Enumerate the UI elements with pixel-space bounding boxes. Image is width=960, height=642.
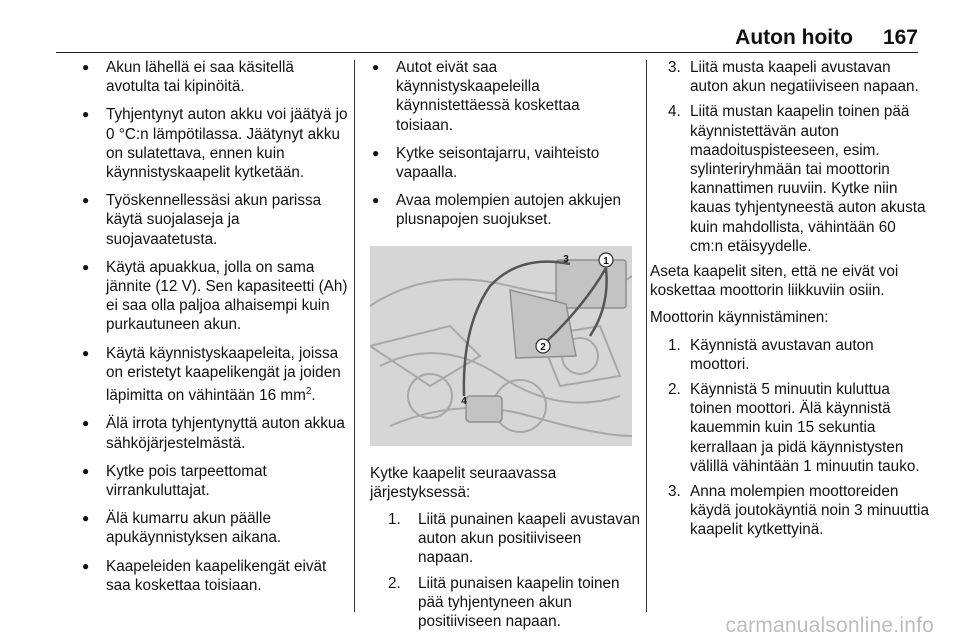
list-item: ● Älä irrota tyhjentynyttä auton akkua sähköjärjestelmästä. (80, 414, 348, 452)
superscript: 2 (305, 386, 312, 398)
list-item: 3. Anna molempien moottoreiden käydä joutokäyntiä noin 3 minuuttia kaapelit kytkettyinä. (668, 483, 929, 539)
list-item: 1. Liitä punainen kaapeli avustavan auton akun positiiviseen napaan. (388, 511, 640, 567)
page-header (735, 26, 918, 50)
list-item: ● Kytke pois tarpeettomat virrankuluttajat. (80, 462, 348, 500)
callout-2: 2 (540, 341, 546, 353)
list-item: ● Käytä käynnistyskaapeleita, joissa on eristetyt kaapelikengät ja joiden läpimitta on vähintään 16 $mm^2$. (80, 344, 348, 406)
list-item: ● Älä kumarru akun päälle apukäynnistyksen aikana. (80, 509, 348, 547)
callout-4: 4 (461, 395, 467, 407)
connect-steps (370, 510, 640, 631)
cable-note: Aseta kaapelit siten, että ne eivät voi koskettaa moottorin liikkuviin osiin. (650, 263, 899, 300)
callout-3: 3 (563, 253, 569, 265)
list-item: 3. Liitä musta kaapeli avustavan auton akun negatiiviseen napaan. (668, 59, 919, 96)
column-divider-2 (646, 60, 647, 612)
header-divider (56, 52, 918, 53)
engine-bay-drawing (370, 246, 632, 446)
callout-1: 1 (603, 255, 609, 267)
list-item: ● Avaa molempien autojen akkujen plusnapojen suojukset. (370, 191, 640, 229)
start-steps (650, 336, 930, 540)
list-item: 4. Liitä mustan kaapelin toinen pää käynnistettävän auton maadoituspisteeseen, esim. sylinteriryhmään tai moottorin kannattimen ruuviin. Kytke niin kauas tyhjentyneestä auton akusta kuin mahdollista, vähintään 60 cm:n etäisyydelle. (668, 103, 926, 255)
section-title: Auton hoito (735, 26, 853, 49)
list-item: ● Akun lähellä ei saa käsitellä avotulta tai kipinöitä. (80, 58, 348, 96)
list-item: ● Työskennellessäsi akun parissa käytä suojalaseja ja suojavaatetusta. (80, 191, 348, 249)
preparation-list (370, 58, 640, 230)
precaution-list (80, 58, 348, 595)
figure-caption: Kytke kaapelit seuraavassa järjestyksessä: (370, 464, 557, 501)
watermark: carmanualsonline.info (725, 614, 934, 637)
connect-steps-continued (650, 58, 930, 256)
column-2 (370, 58, 640, 637)
list-item: ● Kytke seisontajarru, vaihteisto vapaalla. (370, 144, 640, 182)
list-item: 2. Käynnistä 5 minuutin kuluttua toinen moottori. Älä käynnistä kauemmin kuin 15 sekuntia kerrallaan ja pidä käynnistysten välillä vähintään 1 minuutin tauko. (668, 381, 920, 475)
engine-bay-illustration (370, 246, 632, 446)
column-divider-1 (354, 60, 355, 612)
page-number: 167 (882, 26, 918, 49)
list-item: ● Tyhjentynyt auton akku voi jäätyä jo 0 °C:n lämpötilassa. Jäätynyt akku on sulatettava, ennen kuin käynnistyskaapelit kytketään. (80, 105, 348, 182)
start-heading: Moottorin käynnistäminen: (650, 309, 829, 327)
list-item: ● Kaapeleiden kaapelikengät eivät saa koskettaa toisiaan. (80, 557, 348, 595)
list-item: 1. Käynnistä avustavan auton moottori. (668, 336, 874, 373)
list-item: ● Käytä apuakkua, jolla on sama jännite (12 V). Sen kapasiteetti (Ah) ei saa olla paljoa alhaisempi kuin purkautuneen akun. (80, 258, 348, 335)
list-item: 2. Liitä punaisen kaapelin toinen pää tyhjentyneen akun positiiviseen napaan. (388, 574, 620, 631)
column-3 (650, 58, 930, 546)
list-item: ● Autot eivät saa käynnistyskaapeleilla käynnistettäessä koskettaa toisiaan. (370, 58, 640, 135)
column-1 (80, 58, 348, 604)
